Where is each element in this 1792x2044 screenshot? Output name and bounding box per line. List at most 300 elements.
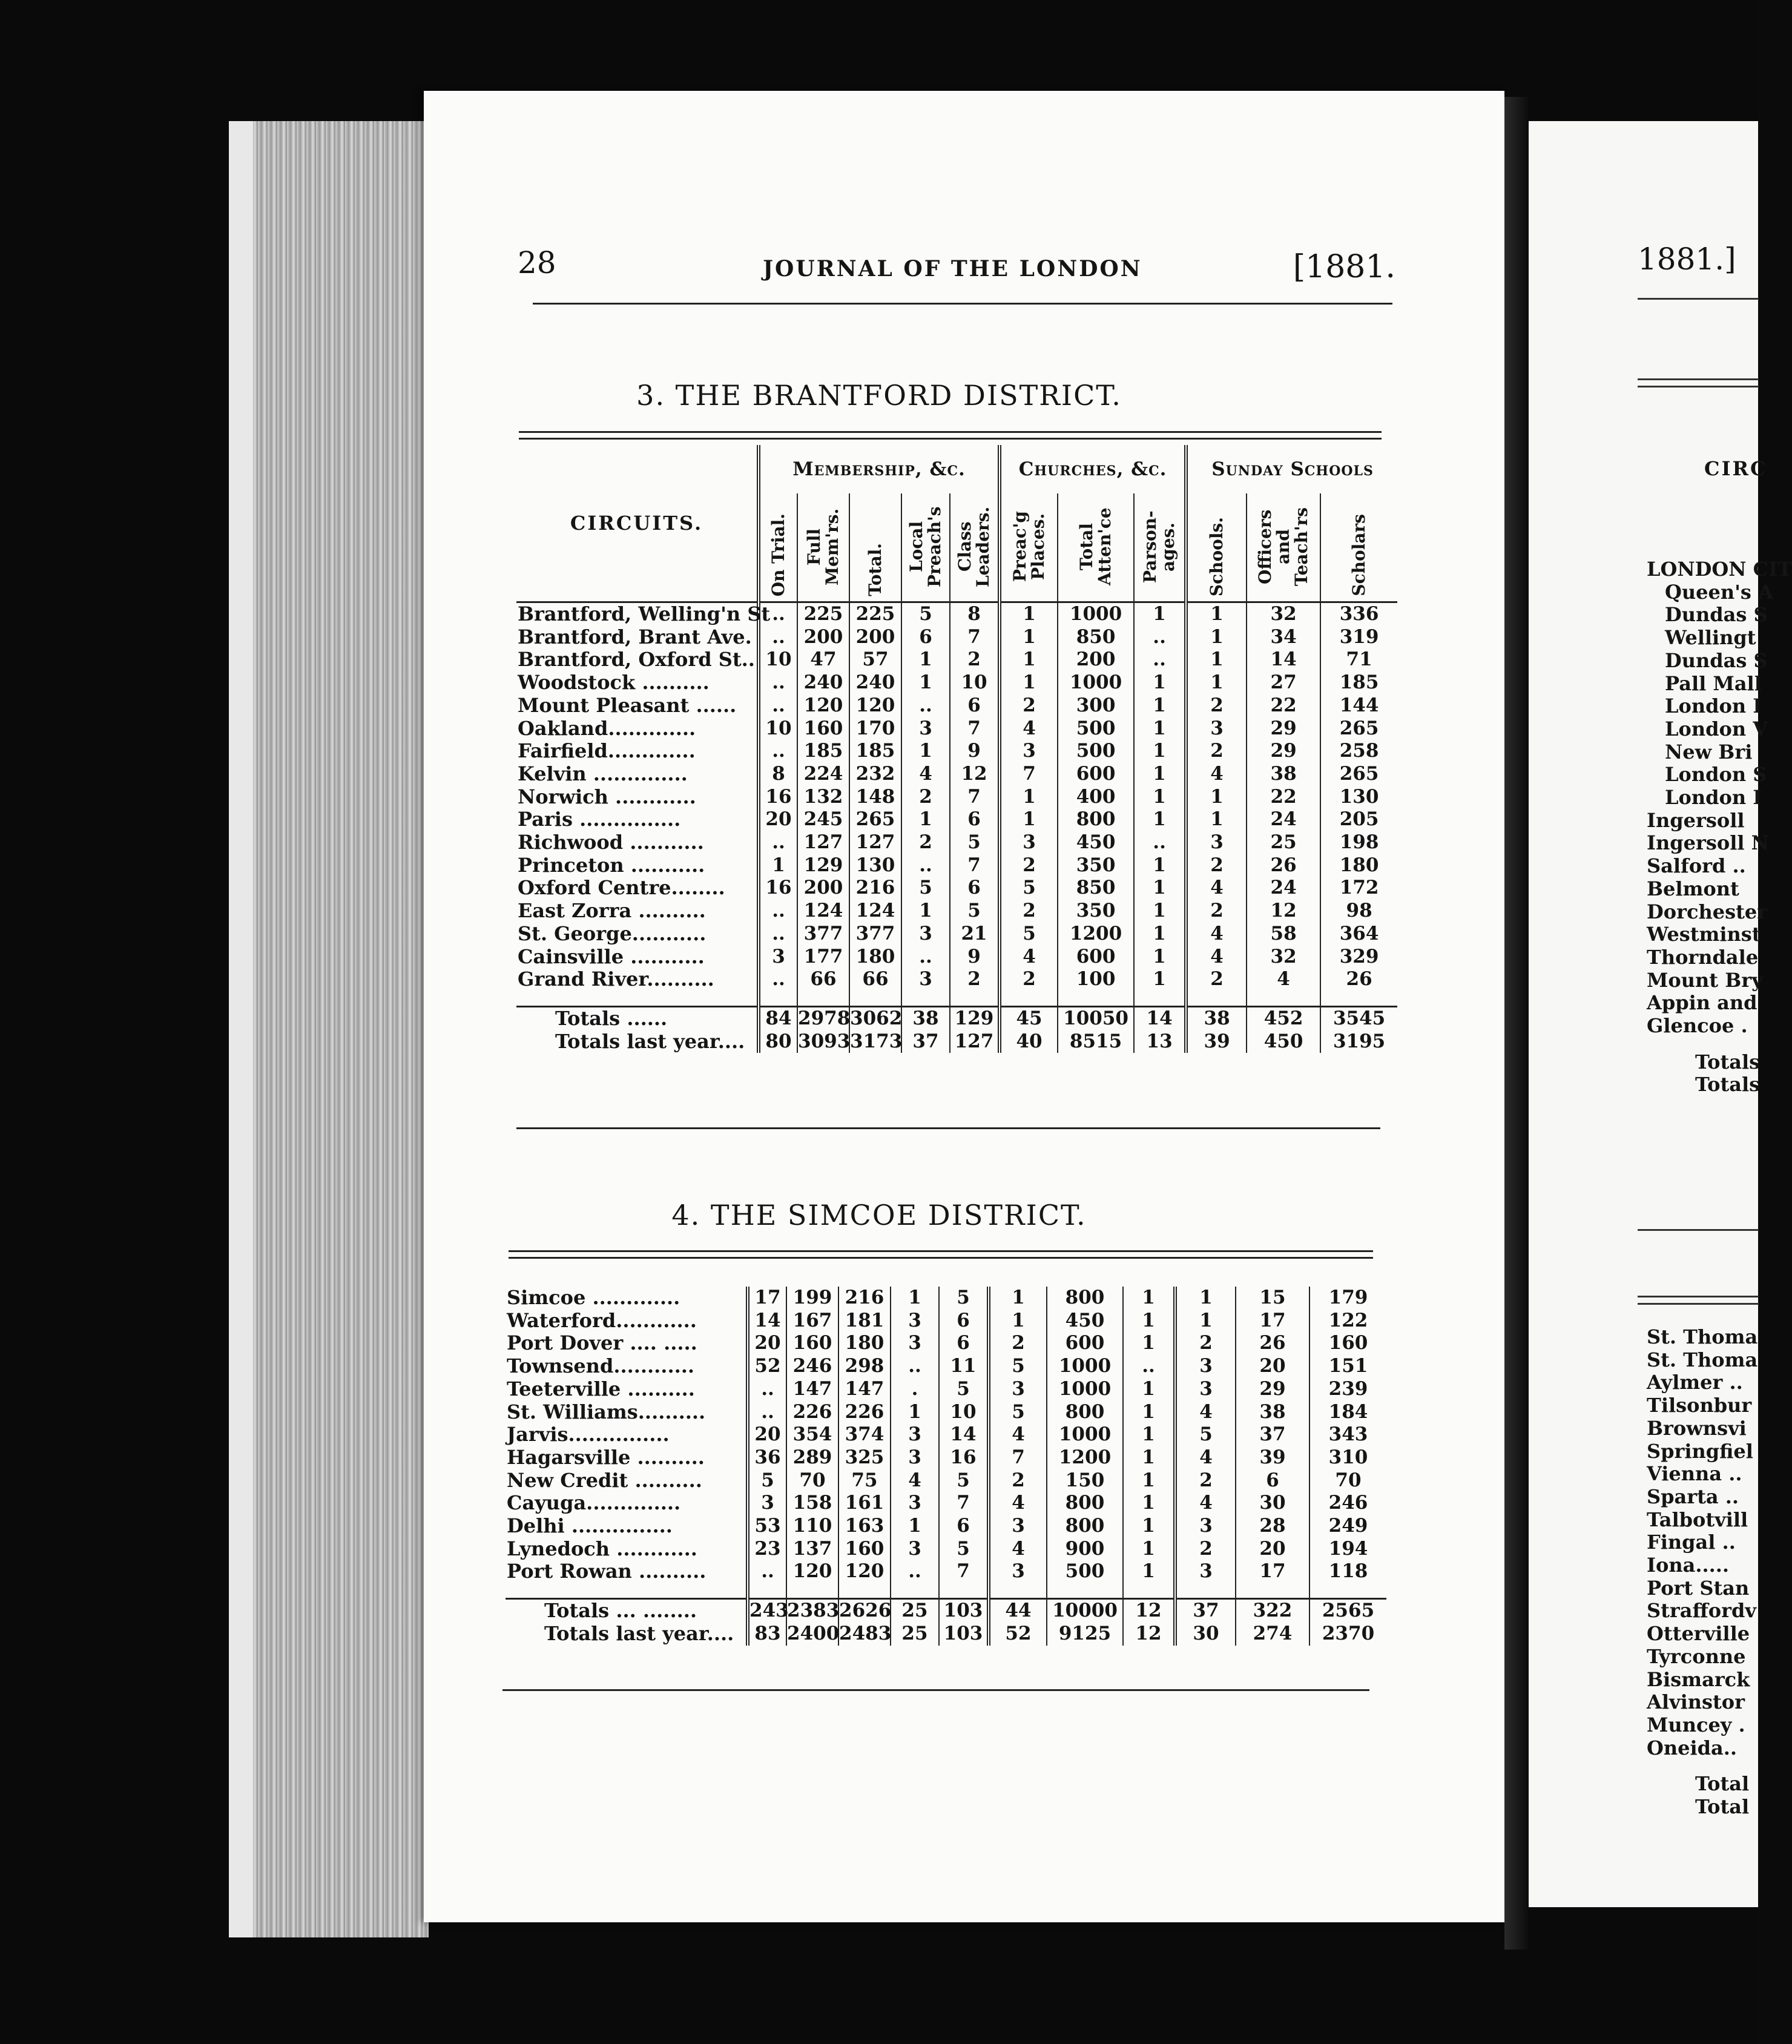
cell-value: 249: [1309, 1515, 1386, 1538]
cell-value: 20: [1236, 1538, 1309, 1561]
cell-value: 100: [1058, 968, 1134, 991]
facing-page-circuit: Tyrconne: [1647, 1644, 1746, 1668]
cell-value: 199: [786, 1287, 838, 1310]
cell-value: 20: [748, 1423, 786, 1446]
cell-value: 2383: [787, 1600, 840, 1622]
facing-page-circuit: Alvinstor: [1647, 1690, 1745, 1714]
facing-page-circuit: Dundas S: [1665, 603, 1768, 627]
facing-page-circuit: Salford ..: [1647, 854, 1746, 878]
circuit-name: Brantford, Oxford St..: [518, 648, 755, 671]
spacer-cell: [1247, 991, 1320, 1007]
cell-value: ..: [748, 1401, 786, 1424]
facing-page-circuit: Vienna ..: [1647, 1462, 1742, 1486]
cell-value: 32: [1247, 946, 1320, 969]
col-schools: Schools.: [1186, 493, 1247, 602]
cell-value: 150: [1047, 1469, 1123, 1492]
table-row: [516, 900, 1397, 923]
cell-value: 2: [950, 648, 1000, 671]
circuit-name: Totals ......: [516, 1006, 759, 1030]
cell-value: 246: [1309, 1492, 1386, 1515]
cell-value: 52: [989, 1623, 1047, 1646]
cell-value: 13: [1134, 1030, 1186, 1053]
cell-value: 319: [1320, 626, 1397, 649]
cell-value: 5: [901, 877, 950, 900]
cell-value: 12: [950, 763, 1000, 786]
cell-value: ..: [891, 1355, 939, 1378]
cell-value: 1: [1123, 1287, 1175, 1310]
cell-value: 2: [1000, 968, 1058, 991]
cell-value: 1: [891, 1287, 939, 1310]
cell-value: 1: [1123, 1560, 1175, 1583]
facing-page-circuit: Talbotvill: [1647, 1508, 1748, 1531]
cell-value: 1: [1175, 1310, 1236, 1333]
circuit-name: Townsend............: [507, 1354, 694, 1378]
cell-value: 600: [1058, 946, 1134, 969]
cell-value: 6: [901, 626, 950, 649]
spacer-cell: [786, 1583, 838, 1599]
facing-page-circuit: LONDON CIT: [1647, 558, 1792, 581]
cell-value: ..: [759, 968, 797, 991]
simcoe-district-table: [506, 1287, 1386, 1646]
page-number: 28: [518, 245, 556, 280]
cell-value: 1: [1123, 1538, 1175, 1561]
cell-value: 3093: [798, 1030, 851, 1052]
cell-value: 21: [950, 923, 1000, 946]
cell-value: 600: [1058, 763, 1134, 786]
cell-value: 38: [901, 1006, 950, 1030]
cell-value: 1: [1134, 602, 1186, 626]
cell-value: 14: [1247, 648, 1320, 671]
cell-value: 38: [1247, 763, 1320, 786]
cell-value: 377: [849, 923, 901, 946]
cell-value: 23: [748, 1538, 786, 1561]
cell-value: 1: [989, 1287, 1047, 1310]
cell-value: 16: [759, 877, 797, 900]
circuit-name: Hagarsville ..........: [507, 1445, 705, 1469]
circuit-name: East Zorra ..........: [518, 899, 706, 923]
cell-value: 3: [1186, 831, 1247, 854]
cell-value: 70: [1309, 1469, 1386, 1492]
cell-value: 4: [1186, 946, 1247, 969]
cell-value: 1: [1123, 1310, 1175, 1333]
cell-value: 3: [1000, 831, 1058, 854]
spacer-cell: [950, 991, 1000, 1007]
circuit-name: Woodstock ..........: [518, 671, 710, 694]
cell-value: 34: [1247, 626, 1320, 649]
cell-value: 1: [1175, 1287, 1236, 1310]
spacer-cell: [759, 991, 797, 1007]
table-row: [506, 1287, 1386, 1310]
cell-value: 9125: [1047, 1623, 1123, 1646]
cell-value: 147: [838, 1378, 891, 1401]
cell-value: 194: [1309, 1538, 1386, 1561]
cell-value: 329: [1320, 946, 1397, 969]
cell-value: 452: [1247, 1006, 1320, 1030]
cell-value: 110: [786, 1515, 838, 1538]
facing-page-circuit: Brownsvi: [1647, 1416, 1747, 1440]
cell-value: 265: [1320, 717, 1397, 740]
cell-value: 2: [901, 786, 950, 809]
cell-value: 1000: [1058, 602, 1134, 626]
col-total-attendance: Total Atten'ce: [1058, 493, 1134, 602]
cell-value: 160: [838, 1538, 891, 1561]
cell-value: 71: [1320, 648, 1397, 671]
cell-value: 10050: [1058, 1006, 1134, 1030]
cell-value: 24: [1247, 808, 1320, 831]
cell-value: 26: [1247, 854, 1320, 877]
cell-value: 322: [1236, 1599, 1309, 1623]
cell-value: 14: [748, 1310, 786, 1333]
cell-value: 1: [1134, 900, 1186, 923]
spacer-cell: [1186, 991, 1247, 1007]
facing-page-totals: Totals: [1695, 1073, 1761, 1096]
cell-value: 7: [939, 1492, 989, 1515]
cell-value: 1: [1123, 1401, 1175, 1424]
cell-value: 5: [1000, 923, 1058, 946]
cell-value: 298: [838, 1355, 891, 1378]
circuit-name: New Credit ..........: [507, 1468, 702, 1492]
spacer-cell: [1123, 1583, 1175, 1599]
table-row: [506, 1560, 1386, 1583]
cell-value: 129: [797, 854, 849, 877]
cell-value: 29: [1247, 740, 1320, 763]
cell-value: 20: [1236, 1355, 1309, 1378]
cell-value: 3: [891, 1332, 939, 1355]
cell-value: 3: [1175, 1378, 1236, 1401]
cell-value: 27: [1247, 671, 1320, 694]
cell-value: 3: [891, 1423, 939, 1446]
cell-value: 200: [797, 877, 849, 900]
cell-value: 1: [1134, 786, 1186, 809]
cell-value: 1: [1134, 854, 1186, 877]
membership-group-header: Membership, &c.: [759, 445, 1000, 493]
col-total-members: Total.: [849, 493, 901, 602]
col-officers-teachers: Officers and Teach'rs: [1247, 493, 1320, 602]
cell-value: 151: [1309, 1355, 1386, 1378]
cell-value: 2565: [1309, 1599, 1386, 1623]
cell-value: 5: [1000, 877, 1058, 900]
cell-value: 179: [1309, 1287, 1386, 1310]
facing-page-rule: [1638, 1296, 1759, 1297]
cell-value: 185: [1320, 671, 1397, 694]
cell-value: 170: [849, 717, 901, 740]
cell-value: 5: [939, 1469, 989, 1492]
table-row: [516, 877, 1397, 900]
cell-value: 32: [1247, 602, 1320, 626]
cell-value: 12: [1123, 1623, 1175, 1646]
facing-page-circuit-list: [1647, 558, 1792, 1096]
cell-value: 10000: [1047, 1599, 1123, 1623]
row-spacer: [506, 1583, 1386, 1599]
running-head: JOURNAL OF THE LONDON: [763, 256, 1142, 282]
cell-value: 103: [939, 1623, 989, 1646]
cell-value: 232: [849, 763, 901, 786]
col-scholars: Scholars: [1320, 493, 1397, 602]
cell-value: 22: [1247, 694, 1320, 717]
circuit-name: Totals last year....: [555, 1029, 745, 1053]
spacer-cell: [1175, 1583, 1236, 1599]
cell-value: 850: [1058, 626, 1134, 649]
cell-value: 16: [759, 786, 797, 809]
cell-value: 16: [939, 1446, 989, 1469]
cell-value: 2: [1000, 854, 1058, 877]
cell-value: 1: [1134, 808, 1186, 831]
cell-value: 7: [939, 1560, 989, 1583]
cell-value: 130: [1320, 786, 1397, 809]
facing-page-circuit: Appin and: [1647, 991, 1757, 1015]
cell-value: 29: [1236, 1378, 1309, 1401]
cell-value: 4: [1175, 1446, 1236, 1469]
cell-value: 4: [1175, 1401, 1236, 1424]
table-row: [506, 1378, 1386, 1401]
page-header: [518, 245, 1395, 288]
circuit-name: Simcoe .............: [507, 1286, 680, 1309]
cell-value: 3: [901, 968, 950, 991]
cell-value: ..: [759, 831, 797, 854]
facing-page-rule: [1638, 298, 1759, 300]
cell-value: 52: [748, 1355, 786, 1378]
cell-value: 1: [759, 854, 797, 877]
col-class-leaders: Class Leaders.: [950, 493, 1000, 602]
cell-value: 1: [1134, 877, 1186, 900]
cell-value: 1: [1000, 786, 1058, 809]
circuit-name: Grand River..........: [518, 968, 714, 991]
cell-value: 158: [786, 1492, 838, 1515]
cell-value: 7: [1000, 763, 1058, 786]
cell-value: 1: [901, 740, 950, 763]
cell-value: 3: [891, 1492, 939, 1515]
circuit-name: Richwood ...........: [518, 831, 704, 854]
facing-page-circuit-list: [1647, 1326, 1757, 1819]
facing-page-totals: Total: [1695, 1772, 1750, 1796]
cell-value: 66: [849, 968, 901, 991]
cell-value: 6: [950, 694, 1000, 717]
facing-page-circuit: Iona.....: [1647, 1554, 1730, 1577]
facing-page-circuit: Sparta ..: [1647, 1485, 1739, 1508]
cell-value: 6: [939, 1515, 989, 1538]
cell-value: 1000: [1047, 1355, 1123, 1378]
cell-value: 6: [939, 1310, 989, 1333]
cell-value: 2: [989, 1332, 1047, 1355]
table-row: [516, 648, 1397, 671]
totals-row: [516, 1006, 1397, 1030]
facing-page-circuit: Ingersoll: [1647, 808, 1745, 832]
cell-value: ..: [748, 1560, 786, 1583]
cell-value: 265: [849, 808, 901, 831]
cell-value: 5: [950, 900, 1000, 923]
cell-value: ..: [759, 671, 797, 694]
cell-value: 1: [1186, 671, 1247, 694]
cell-value: 2626: [839, 1600, 892, 1622]
cell-value: 167: [786, 1310, 838, 1333]
cell-value: 1: [891, 1515, 939, 1538]
cell-value: 1: [1186, 602, 1247, 626]
cell-value: 2: [1186, 968, 1247, 991]
cell-value: 225: [797, 602, 849, 626]
cell-value: 216: [849, 877, 901, 900]
table-row: [506, 1355, 1386, 1378]
cell-value: 7: [950, 786, 1000, 809]
spacer-cell: [1309, 1583, 1386, 1599]
facing-page-circuit: Ingersoll N: [1647, 831, 1769, 855]
spacer-cell: [939, 1583, 989, 1599]
table-row: [506, 1401, 1386, 1424]
cell-value: 12: [1123, 1599, 1175, 1623]
cell-value: 181: [838, 1310, 891, 1333]
cell-value: 84: [759, 1006, 797, 1030]
cell-value: 30: [1236, 1492, 1309, 1515]
circuit-name: Oxford Centre........: [518, 876, 725, 900]
cell-value: .: [891, 1378, 939, 1401]
cell-value: 1: [989, 1310, 1047, 1333]
cell-value: 122: [1309, 1310, 1386, 1333]
cell-value: 7: [950, 717, 1000, 740]
facing-page-rule: [1638, 1303, 1759, 1305]
cell-value: 45: [1000, 1006, 1058, 1030]
cell-value: 200: [849, 626, 901, 649]
cell-value: 8515: [1058, 1030, 1134, 1053]
cell-value: 4: [891, 1469, 939, 1492]
cell-value: 850: [1058, 877, 1134, 900]
cell-value: ..: [759, 740, 797, 763]
cell-value: 200: [1058, 648, 1134, 671]
cell-value: ..: [1123, 1355, 1175, 1378]
cell-value: 226: [786, 1401, 838, 1424]
circuit-name: Delhi ...............: [507, 1514, 673, 1538]
cell-value: 350: [1058, 900, 1134, 923]
sunday-schools-group-header: Sunday Schools: [1186, 445, 1397, 493]
facing-page-circuit: Port Stan: [1647, 1576, 1750, 1600]
cell-value: 3: [901, 923, 950, 946]
cell-value: ..: [1134, 831, 1186, 854]
cell-value: 8: [950, 602, 1000, 626]
facing-page-circuit: Belmont: [1647, 877, 1739, 900]
cell-value: 216: [838, 1287, 891, 1310]
facing-page-totals: Totals: [1695, 1050, 1761, 1073]
cell-value: 1200: [1058, 923, 1134, 946]
circuit-name: Brantford, Welling'n St: [518, 602, 771, 625]
facing-page-circuit: Dundas S: [1665, 648, 1768, 672]
cell-value: 1: [891, 1401, 939, 1424]
facing-page-circuit: Straffordv: [1647, 1599, 1756, 1623]
facing-page-circuit: Dorchester: [1647, 900, 1768, 923]
cell-value: 4: [989, 1492, 1047, 1515]
cell-value: 3: [901, 717, 950, 740]
cell-value: 4: [1186, 763, 1247, 786]
cell-value: 343: [1309, 1423, 1386, 1446]
cell-value: 200: [797, 626, 849, 649]
cell-value: ..: [748, 1378, 786, 1401]
cell-value: 5: [901, 602, 950, 626]
facing-page-circuit: London S: [1665, 763, 1767, 786]
cell-value: 30: [1175, 1623, 1236, 1646]
cell-value: 600: [1047, 1332, 1123, 1355]
facing-page-circuit: London I: [1665, 694, 1762, 718]
header-rule: [533, 303, 1392, 305]
cell-value: ..: [1134, 648, 1186, 671]
cell-value: 38: [1236, 1401, 1309, 1424]
circuit-name: St. Williams..........: [507, 1400, 706, 1423]
cell-value: 2: [1175, 1332, 1236, 1355]
cell-value: 39: [1236, 1446, 1309, 1469]
cell-value: 1: [1000, 602, 1058, 626]
cell-value: 1: [1186, 786, 1247, 809]
cell-value: 39: [1186, 1030, 1247, 1053]
cell-value: 25: [891, 1599, 939, 1623]
cell-value: 4: [1247, 968, 1320, 991]
cell-value: ..: [1134, 626, 1186, 649]
facing-page-circuit: London V: [1665, 717, 1768, 740]
cell-value: 47: [797, 648, 849, 671]
cell-value: 1: [1134, 740, 1186, 763]
cell-value: 10: [759, 717, 797, 740]
cell-value: 900: [1047, 1538, 1123, 1561]
cell-value: 1: [901, 900, 950, 923]
cell-value: 400: [1058, 786, 1134, 809]
circuit-name: Cainsville ...........: [518, 945, 705, 968]
spacer-cell: [901, 991, 950, 1007]
brantford-district-title: 3. THE BRANTFORD DISTRICT.: [636, 379, 1122, 412]
col-parsonages: Parson-ages.: [1134, 493, 1186, 602]
cell-value: 325: [838, 1446, 891, 1469]
cell-value: 127: [849, 831, 901, 854]
cell-value: 132: [797, 786, 849, 809]
cell-value: 450: [1047, 1310, 1123, 1333]
facing-page-year: 1881.]: [1638, 242, 1736, 277]
cell-value: 500: [1058, 740, 1134, 763]
cell-value: 28: [1236, 1515, 1309, 1538]
col-local-preachers: Local Preach's: [901, 493, 950, 602]
circuit-name: Port Dover .... .....: [507, 1331, 697, 1355]
circuit-name: Paris ...............: [518, 808, 681, 831]
cell-value: 14: [1134, 1006, 1186, 1030]
cell-value: 1000: [1047, 1423, 1123, 1446]
cell-value: 2370: [1309, 1623, 1386, 1646]
cell-value: 180: [838, 1332, 891, 1355]
cell-value: 800: [1047, 1401, 1123, 1424]
cell-value: ..: [901, 946, 950, 969]
cell-value: 226: [838, 1401, 891, 1424]
cell-value: 83: [748, 1623, 786, 1646]
cell-value: 1: [1000, 671, 1058, 694]
cell-value: 130: [849, 854, 901, 877]
cell-value: 172: [1320, 877, 1397, 900]
cell-value: 1: [1123, 1378, 1175, 1401]
cell-value: 2: [1000, 694, 1058, 717]
cell-value: 2: [950, 968, 1000, 991]
cell-value: 120: [786, 1560, 838, 1583]
cell-value: 124: [849, 900, 901, 923]
cell-value: 147: [786, 1378, 838, 1401]
facing-page-circuit: New Bri: [1665, 740, 1753, 763]
cell-value: 3: [1175, 1560, 1236, 1583]
cell-value: 3: [1175, 1355, 1236, 1378]
cell-value: 2: [1175, 1538, 1236, 1561]
cell-value: 184: [1309, 1401, 1386, 1424]
table-row: [516, 763, 1397, 786]
cell-value: 1200: [1047, 1446, 1123, 1469]
spacer-cell: [516, 991, 759, 1007]
circuit-name: Waterford............: [507, 1308, 697, 1332]
circuit-name: Oakland.............: [518, 716, 696, 740]
cell-value: 3: [989, 1560, 1047, 1583]
cell-value: 240: [797, 671, 849, 694]
facing-page-circuit: Oneida..: [1647, 1736, 1738, 1759]
cell-value: 1: [1186, 648, 1247, 671]
circuit-name: Cayuga..............: [507, 1491, 681, 1515]
cell-value: 2: [1186, 694, 1247, 717]
book-gutter: [1504, 97, 1529, 1950]
